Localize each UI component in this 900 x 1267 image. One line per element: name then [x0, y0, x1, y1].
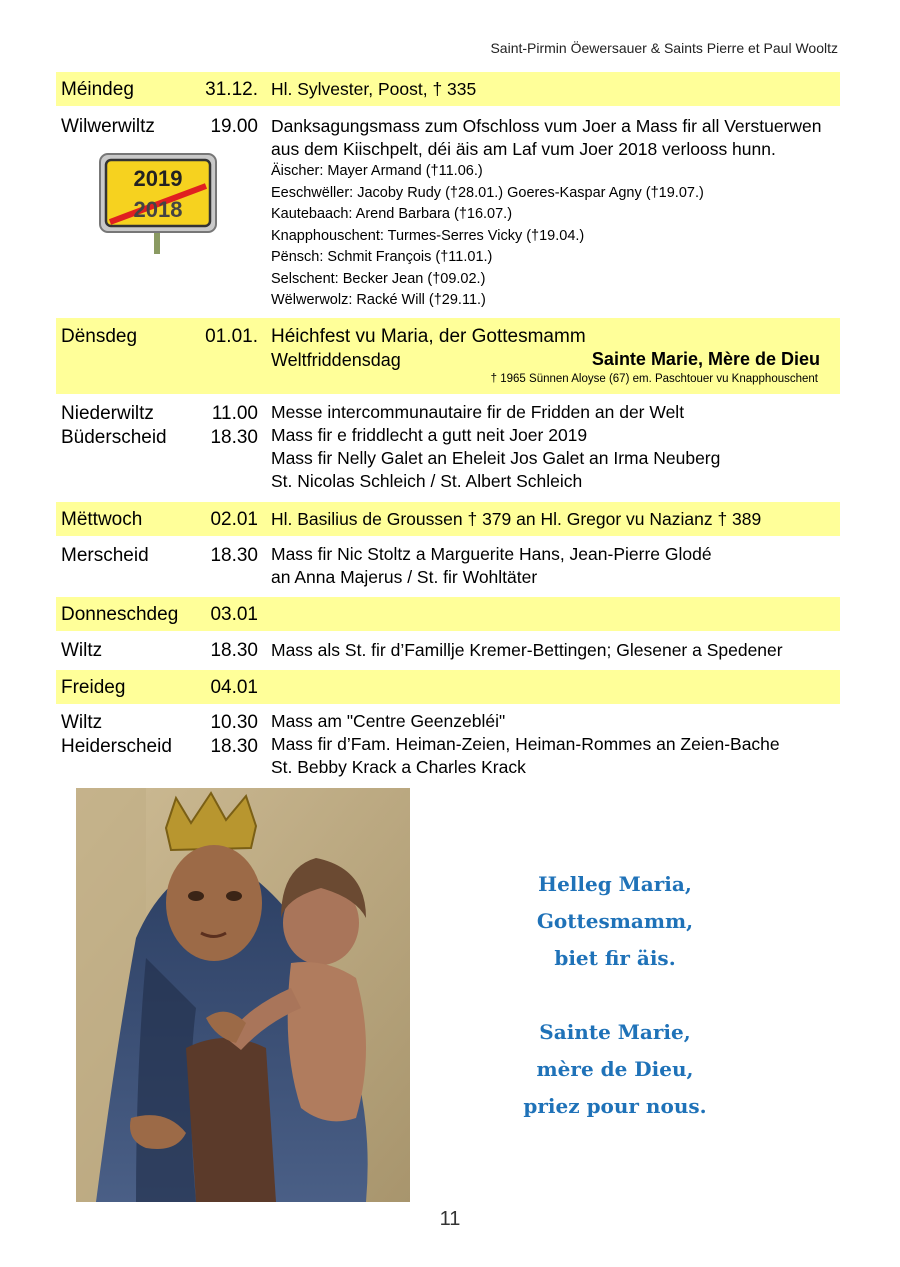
mass-text: Mass fir Nelly Galet an Eheleit Jos Galet an Irma Neuberg	[271, 448, 721, 468]
deceased-entry	[271, 269, 822, 291]
place-name: Büderscheid	[61, 427, 167, 448]
deceased-entry	[271, 204, 822, 226]
day-date: 04.01	[210, 677, 258, 698]
deceased-name: Jacoby Rudy (†28.01.) Goeres-Kaspar Agny (†19.07.)	[353, 184, 704, 201]
mass-text: am "Centre Geenzebléi"	[312, 711, 506, 731]
prayer-text	[470, 866, 760, 1125]
day-row-mettwoch	[56, 502, 840, 536]
page-number: 11	[439, 1208, 461, 1230]
mass-text: St. Bebby Krack a Charles Krack	[271, 757, 526, 777]
mass-title: Mass	[271, 425, 313, 445]
prayer-line	[470, 977, 760, 1014]
mass-text: zum Ofschloss vum Joer a Mass fir all Verstuerwen	[419, 116, 822, 136]
prayer-line: Gottesmamm,	[536, 909, 694, 933]
mass-text: an Anna Majerus / St. fir Wohltäter	[271, 567, 538, 587]
mass-text: als St. fir d’Famillje Kremer-Bettingen; Glesener a Spedener	[312, 640, 783, 660]
mass-block-merscheid	[56, 540, 840, 594]
place-name: Wiltz	[61, 640, 103, 661]
place-name: Wiltz	[61, 712, 103, 733]
prayer-line: Helleg Maria,	[538, 872, 692, 896]
deceased-name: : Schmit François (†11.01.)	[319, 249, 493, 265]
day-name: Donneschdeg	[61, 604, 179, 625]
town-sign-icon	[98, 150, 218, 254]
day-name: Méindeg	[61, 79, 134, 100]
village-name: Äischer:	[271, 163, 324, 179]
mass-time: 11.00	[211, 403, 258, 424]
feast-subtitle: Weltfriddensdag	[271, 350, 401, 370]
place-name: Wilwerwiltz	[61, 116, 155, 137]
day-row-meindeg	[56, 72, 840, 106]
place-name: Heiderscheid	[61, 736, 172, 757]
prayer-line: Sainte Marie,	[539, 1020, 691, 1044]
mass-time: 18.30	[210, 736, 258, 757]
mass-text: fir de Fridden an der Welt	[482, 402, 685, 422]
anniversary-note: † 1965 Sünnen Aloyse (67) em. Paschtouer vu Knapphouschent	[490, 373, 818, 385]
day-name: Freideg	[61, 677, 126, 698]
mass-title: Messe intercommunautaire	[271, 402, 483, 422]
mass-time: 18.30	[210, 640, 258, 661]
mass-time: 18.30	[210, 545, 258, 566]
village-name: Eeschwëller:	[271, 184, 354, 201]
deceased-entry	[271, 290, 822, 312]
feast-title: Héichfest vu Maria, der Gottesmamm	[271, 326, 586, 347]
mass-title: Mass	[271, 734, 313, 754]
mass-title: Danksagungsmass	[271, 116, 420, 136]
mass-text-line2: aus dem Kiischpelt, déi äis am Laf vum Joer 2018 verlooss hunn.	[271, 139, 776, 159]
village-name: Knapphouschent:	[271, 227, 384, 244]
mass-block-wiltz-heiderscheid	[56, 707, 840, 783]
village-name: Selschent:	[271, 270, 339, 287]
deceased-name: Turmes-Serres Vicky (†19.04.)	[383, 227, 585, 244]
day-date: 03.01	[210, 604, 258, 625]
deceased-entry	[271, 161, 822, 183]
deceased-name: Mayer Armand (†11.06.)	[323, 163, 483, 179]
day-row-freideg	[56, 670, 840, 704]
mass-time: 19.00	[210, 116, 258, 137]
day-description: Hl. Basilius de Groussen † 379 an Hl. Gregor vu Nazianz † 389	[271, 509, 762, 529]
prayer-line: biet fir äis.	[554, 946, 676, 970]
day-date: 31.12.	[205, 79, 258, 100]
deceased-entry	[271, 247, 822, 269]
mass-title: Mass	[271, 544, 313, 564]
place-name: Merscheid	[61, 545, 149, 566]
day-description: Hl. Sylvester, Poost, † 335	[271, 79, 477, 99]
mass-block-wiltz	[56, 635, 840, 665]
day-date: 01.01.	[205, 326, 258, 347]
deceased-entry	[271, 183, 822, 205]
day-row-donneschdeg	[56, 597, 840, 631]
deceased-name: Racké Will (†29.11.)	[352, 292, 486, 308]
mass-text: fir Nic Stoltz a Marguerite Hans, Jean-Pierre Glodé	[312, 544, 712, 564]
day-row-densdeg	[56, 318, 840, 394]
mass-title: Mass	[271, 711, 313, 731]
feast-subtitle-fr: Sainte Marie, Mère de Dieu	[591, 349, 820, 369]
prayer-line: priez pour nous.	[523, 1094, 707, 1118]
mass-time: 10.30	[210, 712, 258, 733]
village-name: Pënsch	[271, 249, 320, 265]
mass-text: fir e friddlecht a gutt neit Joer 2019	[312, 425, 588, 445]
day-name: Mëttwoch	[61, 509, 143, 530]
header-title: Saint-Pirmin Öewersauer & Saints Pierre et Paul Wooltz	[490, 40, 838, 56]
deceased-entry	[271, 226, 822, 248]
place-name: Niederwiltz	[61, 403, 154, 424]
mass-block-niederwiltz	[56, 398, 840, 498]
day-name: Dënsdeg	[61, 326, 138, 347]
mass-time: 18.30	[210, 427, 258, 448]
mass-text: St. Nicolas Schleich / St. Albert Schleich	[271, 471, 583, 491]
sign-year-bottom: 2018	[133, 197, 183, 222]
village-name: Wëlwerwolz:	[271, 292, 353, 308]
sign-year-top: 2019	[133, 166, 183, 191]
madonna-statue-image	[76, 788, 410, 1202]
village-name: Kautebaach:	[271, 206, 353, 222]
mass-text: fir d’Fam. Heiman-Zeien, Heiman-Rommes an Zeien-Bache	[312, 734, 780, 754]
day-date: 02.01	[210, 509, 258, 530]
deceased-name: Arend Barbara (†16.07.)	[352, 206, 513, 222]
mass-title: Mass	[271, 640, 313, 660]
prayer-line: mère de Dieu,	[536, 1057, 694, 1081]
deceased-name: Becker Jean (†09.02.)	[338, 270, 486, 287]
